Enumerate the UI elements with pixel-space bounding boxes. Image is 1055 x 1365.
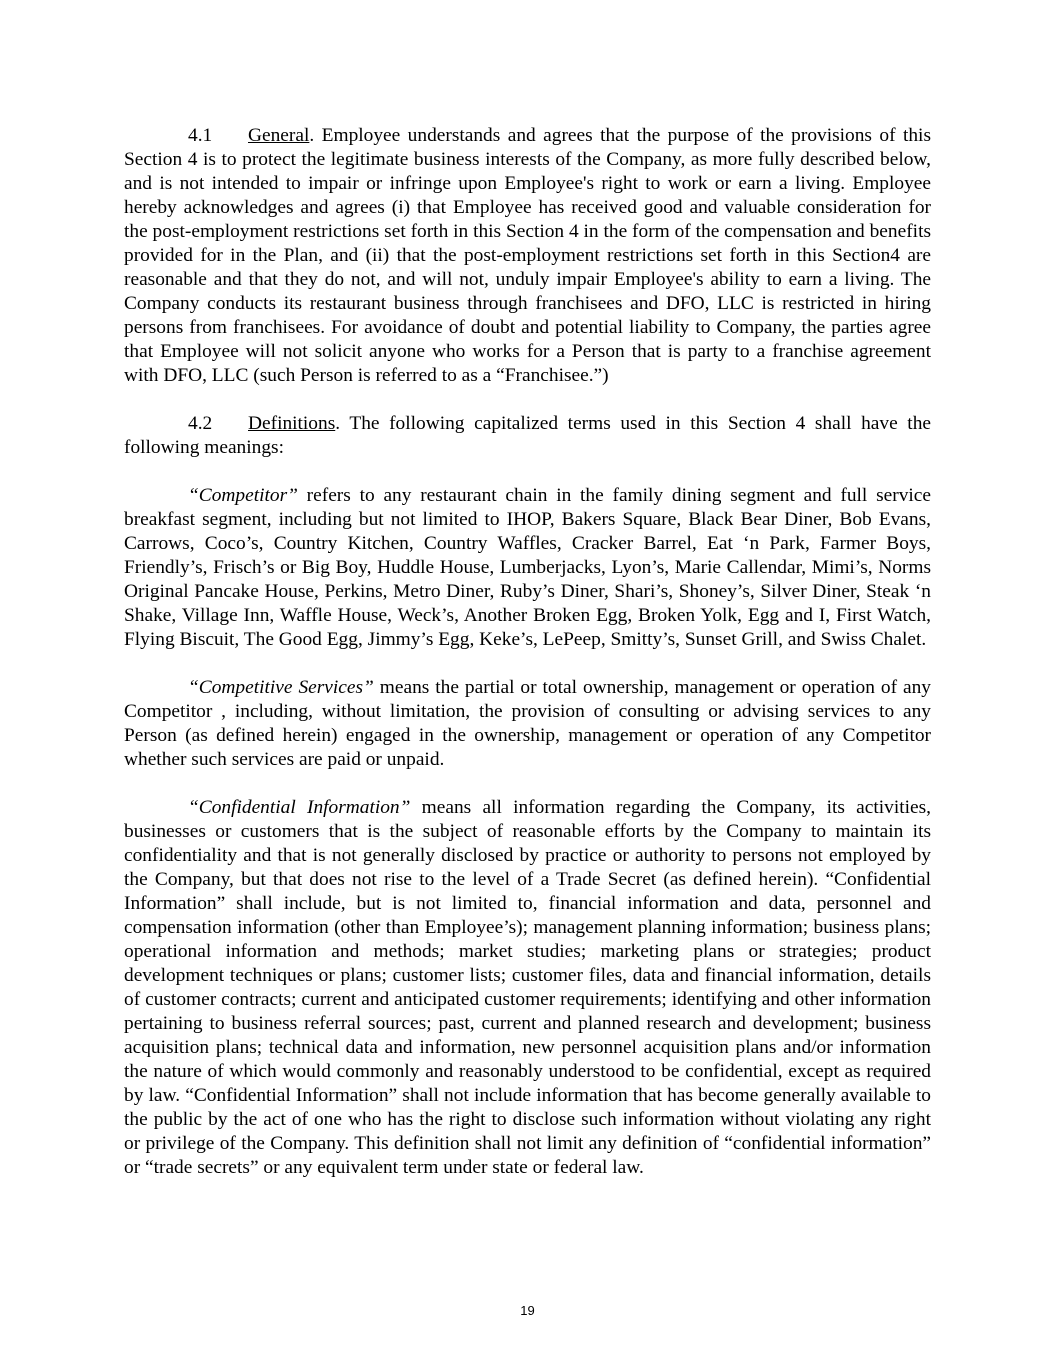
section-body: . Employee understands and agrees that the purpose of the provisions of this Section 4 is to protect the legitimate business interests of the Company, as more fully described below, and is not intended to impair or infringe upon Employee's right to work or earn a living. Employee hereby acknowledges and agrees (i) that Employee has received good and valuable consideration for the post-employment restrictions set forth in this Section 4 in the form of the compensation and benefits provided for in the Plan, and (ii) that the post-employment restrictions set forth in this Section4 are reasonable and that they do not, and will not, unduly impair Employee's ability to earn a living. The Company conducts its restaurant business through franchisees and DFO, LLC is restricted in hiring persons from franchisees. For avoidance of doubt and potential liability to Company, the parties agree that Employee will not solicit anyone who works for a Person that is party to a franchise agreement with DFO, LLC (such Person is referred to as a “Franchisee.”) bbox=[124, 125, 931, 386]
definition-body: means the partial or total ownership, management or operation of any Competitor , including, without limitation, the provision of consulting or advising services to any Person (as defined herein) engaged in the ownership, management or operation of any Competitor whether such services are paid or unpaid. bbox=[124, 677, 931, 770]
definition-body: means all information regarding the Company, its activities, businesses or customers that is the subject of reasonable efforts by the Company to maintain its confidentiality and that is not generally disclosed by practice or authority to persons not employed by the Company, but that does not rise to the level of a Trade Secret (as defined herein). “Confidential Information” shall include, but is not limited to, financial information and data, personnel and compensation information (other than Employee’s); management planning information; business plans; operational information and methods; market studies; marketing plans or strategies; product development techniques or plans; customer lists; customer files, data and financial information, details of customer contracts; current and anticipated customer requirements; identifying and other information pertaining to business referral sources; past, current and planned research and development; business acquisition plans; technical data and information, new personnel acquisition plans and/or information the nature of which would commonly and reasonably understood to be confidential, except as required by law. “Confidential Information” shall not include information that has become generally available to the public by the act of one who has the right to disclose such information without violating any right or privilege of the Company. This definition shall not limit any definition of “confidential information” or “trade secrets” or any equivalent term under state or federal law. bbox=[124, 797, 932, 1178]
definition-term: “Confidential Information” bbox=[188, 797, 411, 818]
section-body: . The following capitalized terms used in this Section 4 shall have the following meanings: bbox=[124, 413, 931, 458]
definition-competitive-services bbox=[124, 676, 931, 772]
definition-competitor bbox=[124, 484, 931, 652]
definition-confidential-information bbox=[124, 796, 931, 1180]
section-4-2 bbox=[124, 412, 931, 460]
document-page bbox=[124, 124, 931, 1204]
section-heading: Definitions bbox=[248, 413, 336, 434]
definition-term: “Competitor” bbox=[188, 485, 298, 506]
definition-body: refers to any restaurant chain in the family dining segment and full service breakfast segment, including but not limited to IHOP, Bakers Square, Black Bear Diner, Bob Evans, Carrows, Coco’s, Country Kitchen, Country Waffles, Cracker Barrel, Eat ‘n Park, Farmer Boys, Friendly’s, Frisch’s or Big Boy, Huddle House, Lumberjacks, Lyon’s, Marie Callendar, Mimi’s, Norms Original Pancake House, Perkins, Metro Diner, Ruby’s Diner, Shari’s, Shoney’s, Silver Diner, Steak ‘n Shake, Village Inn, Waffle House, Weck’s, Another Broken Egg, Broken Yolk, Egg and I, First Watch, Flying Biscuit, The Good Egg, Jimmy’s Egg, Keke’s, LePeep, Smitty’s, Sunset Grill, and Swiss Chalet. bbox=[124, 485, 931, 650]
section-number: 4.2 bbox=[188, 413, 213, 434]
section-4-1 bbox=[124, 124, 931, 388]
section-heading: General bbox=[248, 125, 310, 146]
definition-term: “Competitive Services” bbox=[188, 677, 374, 698]
section-number: 4.1 bbox=[188, 125, 213, 146]
page-number: 19 bbox=[520, 1303, 535, 1318]
